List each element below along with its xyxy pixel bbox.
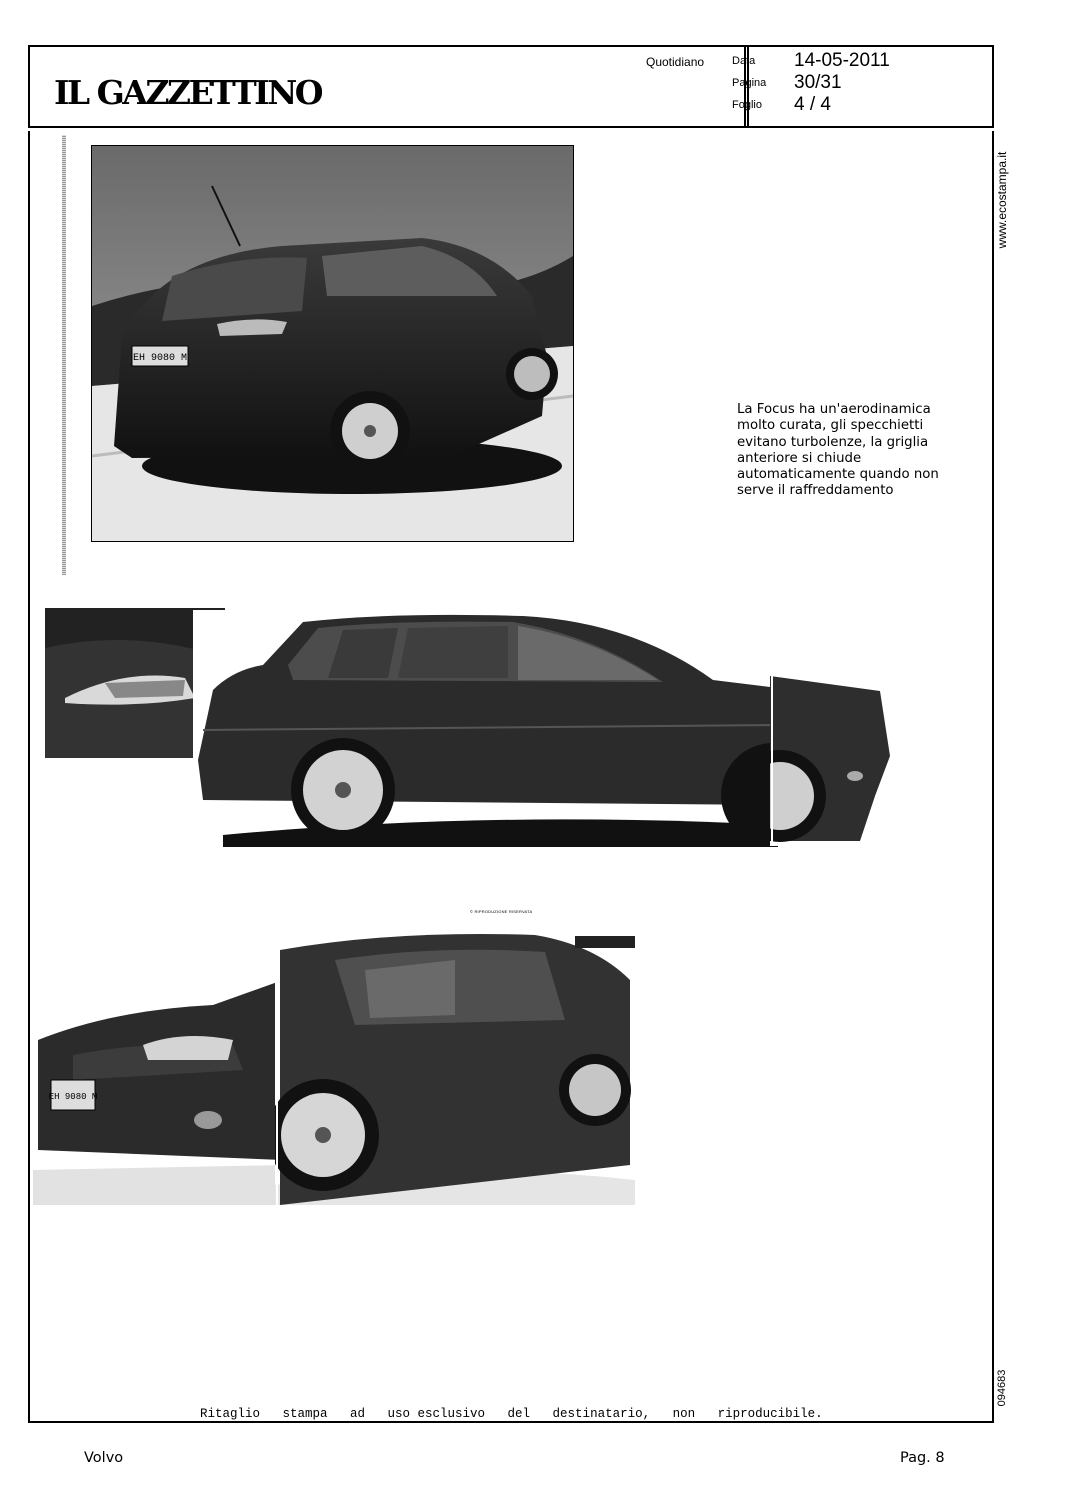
masthead: IL GAZZETTINO: [54, 73, 322, 112]
sheet-label: Foglio: [732, 99, 762, 111]
caption-line: La Focus ha un'aerodinamica: [737, 402, 931, 417]
photo-front-quarter-view: [275, 930, 635, 1205]
clipping-code: 094683: [996, 1369, 1008, 1407]
scan-gutter: [62, 135, 66, 575]
caption-line: evitano turbolenze, la griglia: [737, 434, 929, 450]
page-value: 30/31: [794, 72, 842, 93]
page-number: Pag. 8: [900, 1450, 945, 1466]
page-label: Pagina: [732, 77, 767, 89]
caption-line: automaticamente quando non: [737, 467, 939, 483]
caption-line: serve il raffreddamento: [737, 483, 894, 499]
small-print: © RIPRODUZIONE RISERVATA: [470, 909, 533, 914]
front-plate: EH 9080 M: [48, 1092, 98, 1102]
caption-line: molto curata, gli specchietti: [737, 418, 924, 434]
photo-front-detail: [33, 960, 283, 1205]
photo-caption: [737, 402, 957, 500]
sheet-value: 4 / 4: [794, 94, 831, 115]
photo-front-side-detail: [770, 676, 900, 846]
caption-line: anteriore si chiude: [737, 450, 862, 466]
date-label: Data: [732, 55, 756, 67]
publication-type: Quotidiano: [646, 55, 705, 69]
code-vertical: [990, 1366, 1014, 1410]
website-vertical: [990, 140, 1014, 260]
website-text: www.ecostampa.it: [995, 151, 1009, 249]
header-box: [28, 45, 994, 128]
date-value: 14-05-2011: [794, 50, 890, 71]
copyright-notice: Ritaglio stampa ad uso esclusivo del destinatario, non riproducibile.: [200, 1407, 823, 1421]
rear-plate: EH 9080 M: [132, 353, 188, 364]
photo-rear-view: [91, 145, 574, 542]
photo-side-view: [193, 610, 778, 847]
client-name: Volvo: [84, 1450, 124, 1466]
